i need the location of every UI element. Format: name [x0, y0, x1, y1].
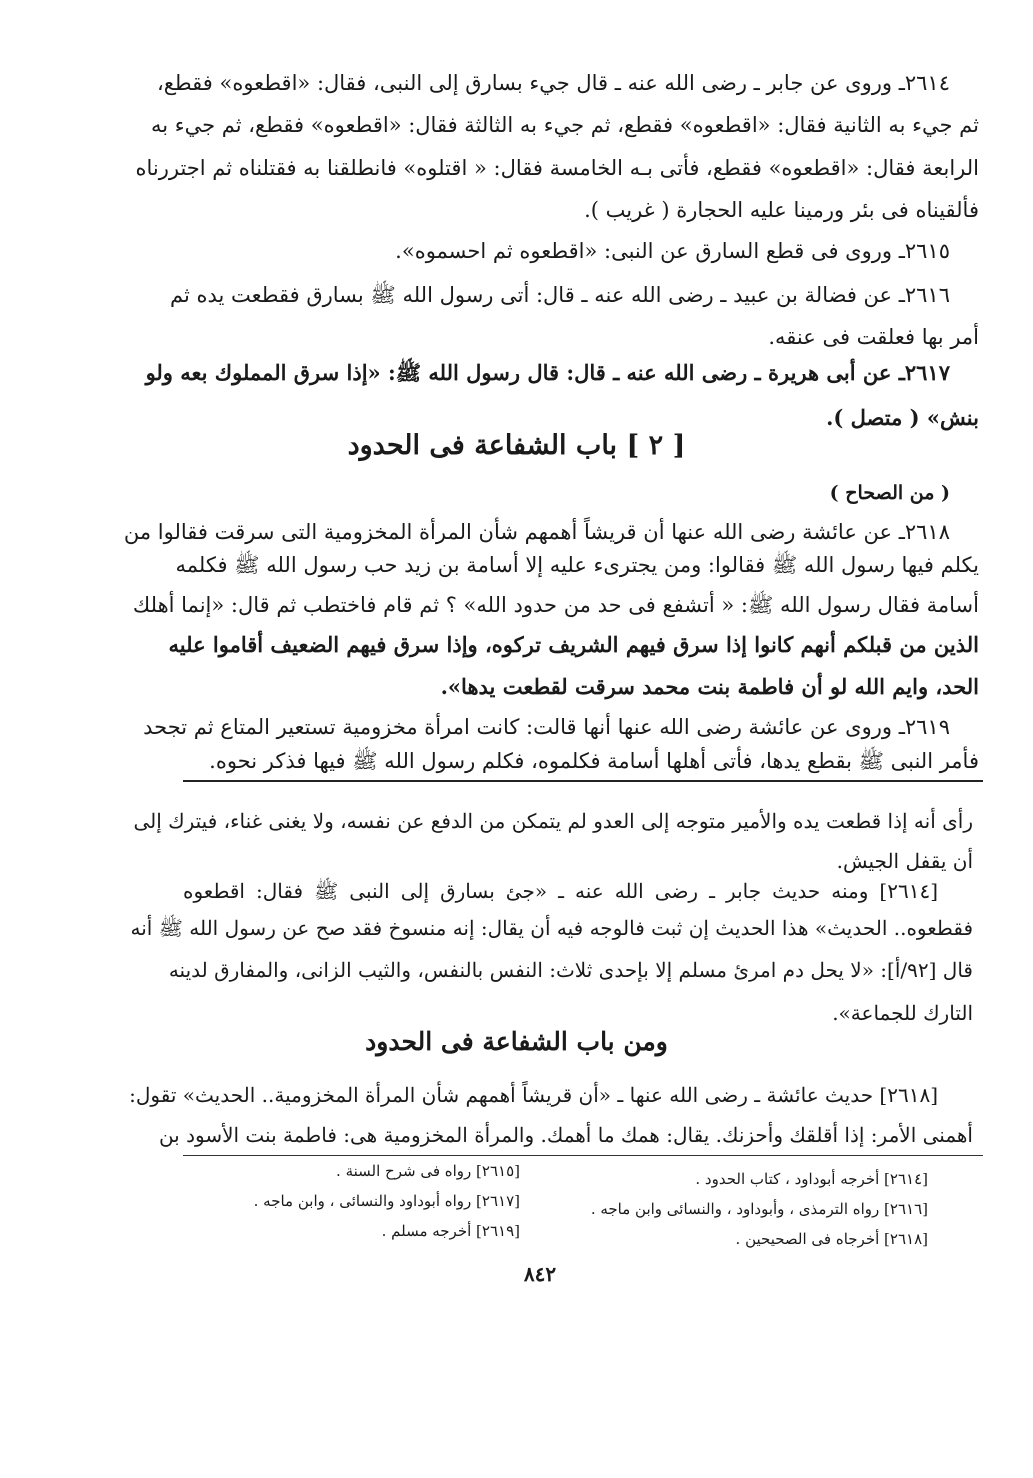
footnote-2619: [٢٦١٩] أخرجه مسلم .	[381, 1222, 520, 1240]
main-commentary-separator	[183, 780, 983, 782]
chapter-heading: [ ٢ ] باب الشفاعة فى الحدود	[347, 430, 686, 461]
section-label: ( من الصحاح )	[829, 482, 950, 504]
commentary-line-1: رأى أنه إذا قطعت يده والأمير متوجه إلى العدو لم يتمكن من الدفع عن نفسه، ولا يغنى غناء، فيترك إلى	[133, 809, 973, 833]
commentary-2614-line-2: فقطعوه.. الحديث» هذا الحديث إن ثبت فالوجه فيه أن يقال: إنه منسوخ فقد صح عن رسول الله ﷺ أنه	[130, 916, 973, 940]
hadith-2617-line-1: ٢٦١٧ـ عن أبى هريرة ـ رضى الله عنه ـ قال: قال رسول الله ﷺ: «إذا سرق المملوك بعه ولو	[145, 360, 950, 385]
hadith-2614-line-3: الرابعة فقال: «اقطعوه» فقطع، فأتى بـه الخامسة فقال: « اقتلوه» فانطلقنا به فقتلناه ثم اجتررناه	[135, 156, 979, 180]
hadith-2618-line-2: يكلم فيها رسول الله ﷺ فقالوا: ومن يجترىء عليه إلا أسامة بن زيد حب رسول الله ﷺ فكلمه	[175, 553, 979, 577]
hadith-2615: ٢٦١٥ـ وروى فى قطع السارق عن النبى: «اقطعوه ثم احسموه».	[395, 239, 950, 263]
hadith-2616-line-1: ٢٦١٦ـ عن فضالة بن عبيد ـ رضى الله عنه ـ قال: أتى رسول الله ﷺ بسارق فقطعت يده ثم	[169, 283, 950, 307]
commentary-2614-line-1: [٢٦١٤] ومنه حديث جابر ـ رضى الله عنه ـ «جئ بسارق إلى النبى ﷺ فقال: اقطعوه	[183, 879, 938, 903]
hadith-2618-line-3: أسامة فقال رسول الله ﷺ: « أتشفع فى حد من حدود الله» ؟ ثم قام فاختطب ثم قال: «إنما أهلك	[132, 593, 979, 617]
footnote-separator	[183, 1155, 983, 1156]
footnote-2614: [٢٦١٤] أخرجه أبوداود ، كتاب الحدود .	[695, 1170, 928, 1188]
hadith-2614-line-1: ٢٦١٤ـ وروى عن جابر ـ رضى الله عنه ـ قال جيء بسارق إلى النبى، فقال: «اقطعوه» فقطع،	[156, 71, 950, 95]
commentary-2614-line-4: التارك للجماعة».	[832, 1001, 973, 1025]
footnote-2616: [٢٦١٦] رواه الترمذى ، وأبوداود ، والنسائى وابن ماجه .	[590, 1200, 928, 1218]
footnote-2617: [٢٦١٧] رواه أبوداود والنسائى ، وابن ماجه .	[253, 1192, 520, 1210]
hadith-2614-line-2: ثم جيء به الثانية فقال: «اقطعوه» فقطع، ثم جيء به الثالثة فقال: «اقطعوه» فقطع، ثم جيء به	[150, 113, 979, 137]
page-number: ٨٤٢	[523, 1262, 557, 1286]
hadith-2614-line-4: فألقيناه فى بئر ورمينا عليه الحجارة ( غريب ).	[584, 198, 979, 222]
commentary-2618-line-1: [٢٦١٨] حديث عائشة ـ رضى الله عنها ـ «أن قريشاً أهمهم شأن المرأة المخزومية.. الحديث» تقول:	[129, 1083, 938, 1107]
commentary-line-2: أن يقفل الجيش.	[836, 849, 973, 873]
footnote-2615: [٢٦١٥] رواه فى شرح السنة .	[336, 1162, 520, 1180]
hadith-2618-line-4: الذين من قبلكم أنهم كانوا إذا سرق فيهم الشريف تركوه، وإذا سرق فيهم الضعيف أقاموا عليه	[168, 632, 979, 657]
commentary-chapter-heading: ومن باب الشفاعة فى الحدود	[365, 1027, 668, 1056]
hadith-2619-line-1: ٢٦١٩ـ وروى عن عائشة رضى الله عنها أنها قالت: كانت امرأة مخزومية تستعير المتاع ثم تجحد	[143, 715, 950, 739]
footnote-2618: [٢٦١٨] أخرجاه فى الصحيحين .	[735, 1230, 928, 1248]
hadith-2618-line-5: الحد، وايم الله لو أن فاطمة بنت محمد سرقت لقطعت يدها».	[440, 674, 979, 699]
hadith-2617-line-2: بنش» ( متصل ).	[826, 405, 979, 430]
commentary-2614-line-3: قال [٩٢/أ]: «لا يحل دم امرئ مسلم إلا بإحدى ثلاث: النفس بالنفس، والثيب الزانى، والمفارق لدينه	[168, 958, 973, 982]
hadith-2616-line-2: أمر بها فعلقت فى عنقه.	[768, 325, 979, 349]
hadith-2619-line-2: فأمر النبى ﷺ بقطع يدها، فأتى أهلها أسامة فكلموه، فكلم رسول الله ﷺ فيها فذكر نحوه.	[209, 749, 979, 773]
hadith-2618-line-1: ٢٦١٨ـ عن عائشة رضى الله عنها أن قريشاً أهمهم شأن المرأة المخزومية التى سرقت فقالوا من	[123, 520, 950, 544]
commentary-2618-line-2: أهمنى الأمر: إذا أقلقك وأحزنك. يقال: همك ما أهمك. والمرأة المخزومية هى: فاطمة بنت الأسود بن	[158, 1123, 973, 1147]
